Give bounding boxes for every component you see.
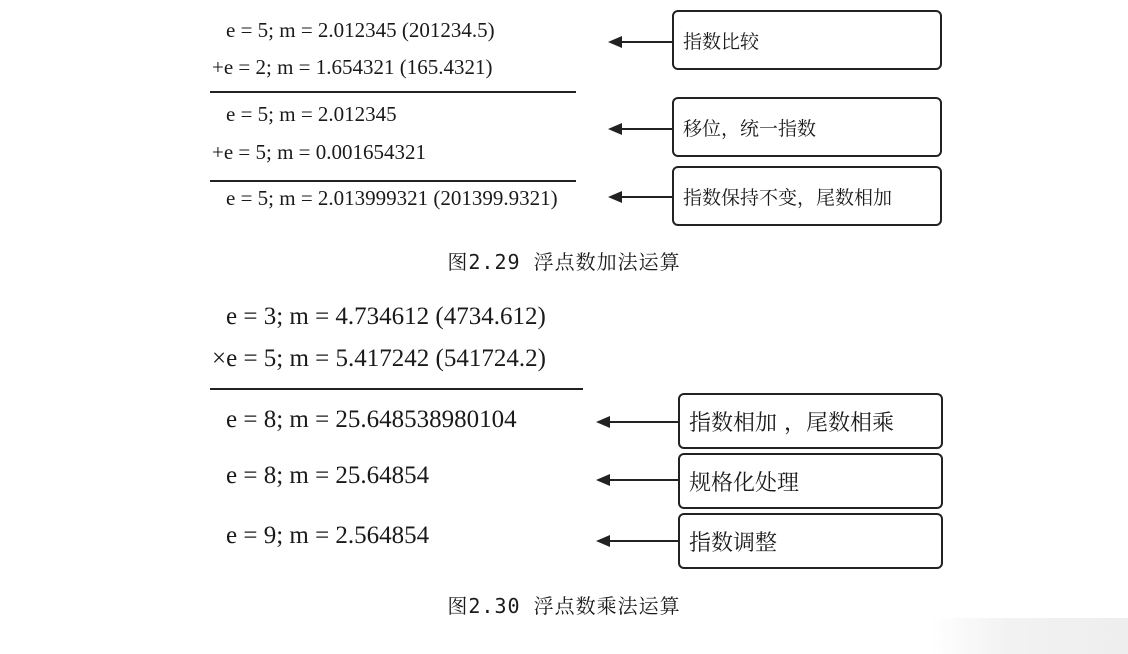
left-arrow-icon	[596, 416, 680, 428]
scan-shading	[930, 618, 1128, 654]
note-box-exponent-compare: 指数比较	[672, 10, 942, 70]
mul-operand-2: ×e = 5; m = 5.417242 (541724.2)	[212, 345, 546, 372]
add-shifted-operand-1: e = 5; m = 2.012345	[226, 102, 397, 126]
caption-figure-2-30: 图2.30 浮点数乘法运算	[447, 594, 681, 618]
note-box-exponent-add-mantissa-mul: 指数相加 ，尾数相乘	[678, 393, 943, 449]
mul-product: e = 8; m = 25.648538980104	[226, 406, 517, 433]
mul-normalized: e = 8; m = 25.64854	[226, 462, 430, 489]
add-divider-2	[210, 180, 576, 182]
left-arrow-icon	[608, 123, 674, 135]
mul-adjusted: e = 9; m = 2.564854	[226, 522, 430, 549]
left-arrow-icon	[596, 535, 680, 547]
note-box-shift-align: 移位，统一指数	[672, 97, 942, 157]
note-box-mantissa-add: 指数保持不变，尾数相加	[672, 166, 942, 226]
note-box-normalize: 规格化处理	[678, 453, 943, 509]
add-shifted-operand-2: +e = 5; m = 0.001654321	[212, 140, 427, 164]
note-box-exponent-adjust: 指数调整	[678, 513, 943, 569]
add-divider-1	[210, 91, 576, 93]
mul-divider	[210, 388, 583, 390]
left-arrow-icon	[608, 191, 674, 203]
add-result: e = 5; m = 2.013999321 (201399.9321)	[226, 186, 558, 210]
left-arrow-icon	[596, 474, 680, 486]
caption-figure-2-29: 图2.29 浮点数加法运算	[447, 250, 681, 274]
left-arrow-icon	[608, 36, 674, 48]
add-operand-1: e = 5; m = 2.012345 (201234.5)	[226, 18, 495, 42]
mul-operand-1: e = 3; m = 4.734612 (4734.612)	[226, 303, 546, 330]
add-operand-2: +e = 2; m = 1.654321 (165.4321)	[212, 55, 493, 79]
